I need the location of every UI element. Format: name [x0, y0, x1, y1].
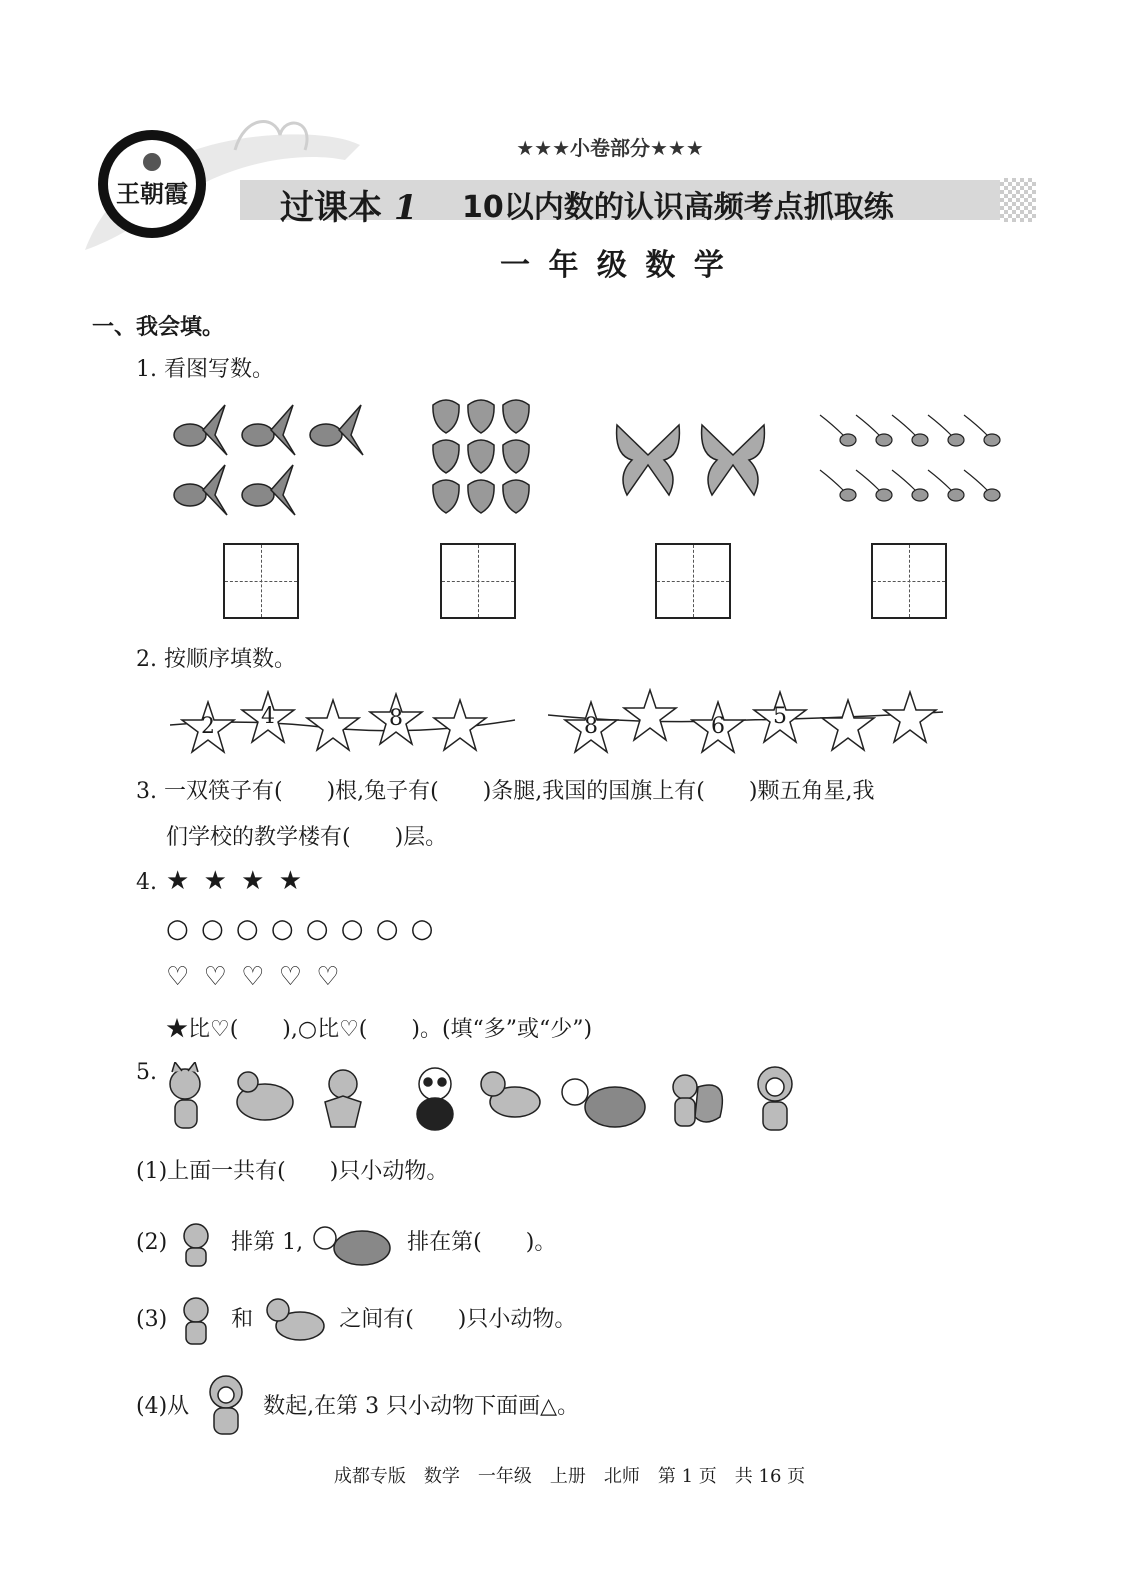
q2-label: 2. 按顺序填数。: [136, 647, 296, 672]
p2-prefix: (2): [136, 1230, 168, 1255]
answer-box-goldfish[interactable]: [223, 543, 299, 619]
q5-number: 5.: [136, 1060, 157, 1085]
q5-part-2: [136, 1218, 556, 1268]
p2-suffix: 排在第( )。: [407, 1230, 557, 1255]
q4-number: 4.: [136, 870, 157, 895]
q5-part-3: [136, 1292, 576, 1348]
q3-line-1: 3. 一双筷子有( )根,兔子有( )条腿,我国的国旗上有( )颗五角星,我: [136, 779, 875, 804]
answer-box-butterfly[interactable]: [655, 543, 731, 619]
logo-seal: [96, 128, 208, 240]
p4-prefix: (4)从: [136, 1394, 190, 1419]
star-number: 8: [389, 706, 403, 731]
q4-circles-row: ○ ○ ○ ○ ○ ○ ○ ○: [166, 914, 434, 944]
spoon-icon: [818, 410, 1003, 510]
page-subtitle: 一 年 级 数 学: [500, 248, 728, 283]
order-star[interactable]: [432, 698, 488, 748]
q4-question: ★比♡( ),○比♡( )。(填“多”或“少”): [166, 1017, 593, 1042]
butterfly-icon: [612, 415, 772, 500]
order-star[interactable]: [820, 698, 876, 748]
logo-text: 王朝霞: [116, 179, 188, 208]
cat-icon: [174, 1218, 224, 1268]
p4-suffix: 数起,在第 3 只小动物下面画△。: [263, 1394, 580, 1419]
series-name: 过课本: [280, 188, 382, 228]
order-star[interactable]: [563, 700, 619, 750]
q4-stars-row: ★ ★ ★ ★: [166, 866, 303, 896]
p3-and: 和: [231, 1307, 254, 1332]
star-number: 6: [711, 714, 725, 739]
p3-prefix: (3): [136, 1307, 168, 1332]
cat-icon: [174, 1292, 224, 1348]
monkey-icon: [196, 1372, 256, 1442]
star-number: 2: [201, 714, 215, 739]
section-heading: 一、我会填。: [92, 315, 225, 340]
spoon-group: [818, 410, 1003, 510]
cat-icon: [170, 1062, 200, 1128]
goldfish-icon: [165, 395, 365, 525]
series-label: [280, 180, 418, 229]
order-star[interactable]: [368, 692, 424, 742]
dog-icon: [481, 1072, 540, 1117]
q5-part-4: [136, 1372, 579, 1442]
butterfly-group: [612, 415, 772, 500]
order-star[interactable]: [240, 690, 296, 740]
q1-label: 1. 看图写数。: [136, 357, 274, 382]
order-star[interactable]: [882, 690, 938, 740]
q4-hearts-row: ♡ ♡ ♡ ♡ ♡: [166, 962, 340, 992]
star-number: 5: [773, 704, 787, 729]
squirrel-icon: [673, 1075, 722, 1126]
checker-decoration: [1000, 178, 1036, 222]
monkey-icon: [758, 1067, 792, 1130]
goldfish-group: [165, 395, 365, 525]
strawberry-group: [428, 395, 538, 525]
order-star[interactable]: [690, 700, 746, 750]
q5-part-1: (1)上面一共有( )只小动物。: [136, 1159, 449, 1184]
frog-icon: [325, 1070, 361, 1127]
page-footer: 成都专版 数学 一年级 上册 北师 第 1 页 共 16 页: [333, 1466, 806, 1487]
banner-text: ★★★小卷部分★★★: [516, 136, 704, 160]
answer-box-spoon[interactable]: [871, 543, 947, 619]
panda-icon: [417, 1068, 453, 1130]
order-star[interactable]: [305, 698, 361, 748]
sheep-icon: [237, 1072, 293, 1120]
series-number: 1: [393, 188, 418, 228]
order-star[interactable]: [180, 700, 236, 750]
order-star[interactable]: [752, 690, 808, 740]
order-star[interactable]: [622, 688, 678, 738]
animal-row: [160, 1062, 810, 1137]
star-number: 8: [584, 714, 598, 739]
answer-box-strawberry[interactable]: [440, 543, 516, 619]
p3-suffix: 之间有( )只小动物。: [339, 1307, 577, 1332]
star-number: 4: [261, 704, 275, 729]
page-title: 10以内数的认识高频考点抓取练: [462, 190, 894, 225]
q3-line-2: 们学校的教学楼有( )层。: [166, 825, 448, 850]
p2-middle: 排第 1,: [231, 1230, 304, 1255]
turtle-icon: [562, 1079, 645, 1127]
dog-icon: [260, 1292, 332, 1348]
turtle-icon: [310, 1218, 400, 1268]
strawberry-icon: [428, 395, 538, 525]
